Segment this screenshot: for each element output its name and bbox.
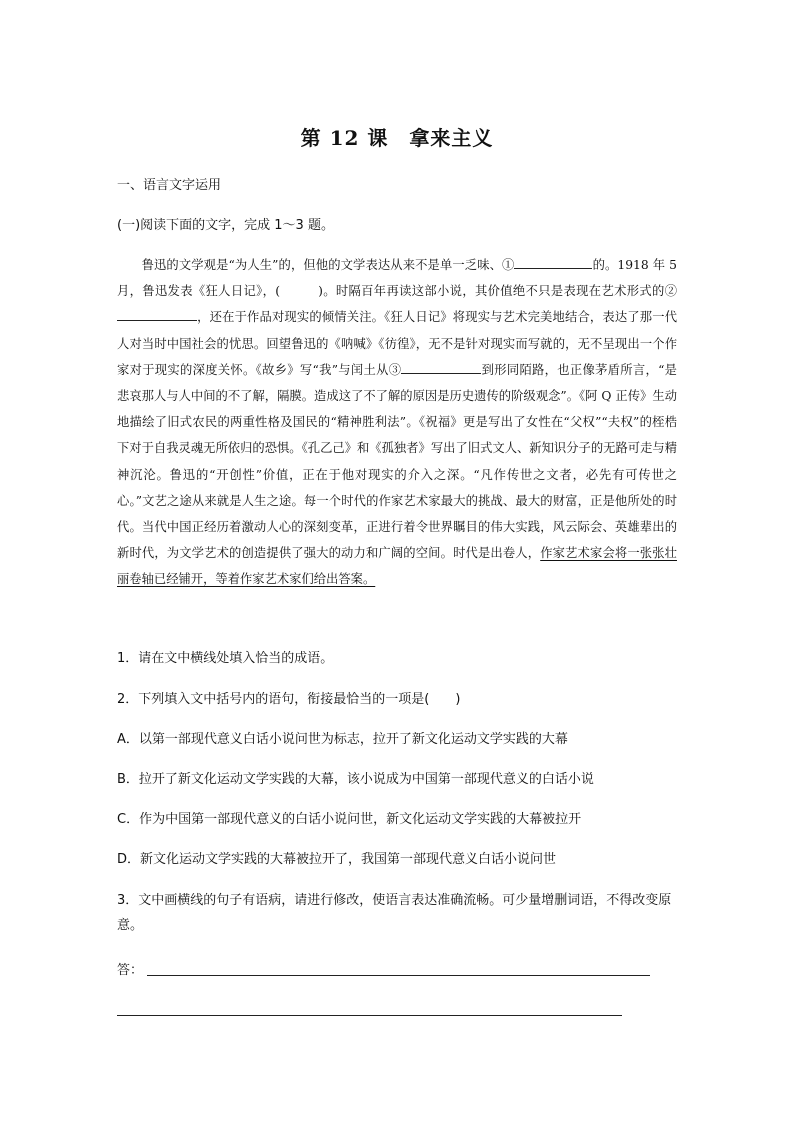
option-d: D．新文化运动文学实践的大幕被拉开了，我国第一部现代意义白话小说问世 xyxy=(117,852,557,867)
fill-blank-2 xyxy=(117,306,197,321)
question-3: 3．文中画横线的句子有语病，请进行修改，使语言表达准确流畅。可少量增删词语，不得改变原意。 xyxy=(117,893,672,933)
reading-passage: 鲁迅的文学观是“为人生”的，但他的文学表达从来不是单一乏味、① 的。1918 年 5 月，鲁迅发表《狂人日记》，( )。时隔百年再读这部小说，其价值绝不只是表现在艺术形式的②，还在于作品对现实的倾情关注。《狂人日记》将现实与艺术完美地结合，表达了那一代人对当时中国社会的忧思。回望鲁迅的《呐喊》《彷徨》，无不是针对现实而写就的，无不呈现出一个作家对于现实的深度关怀。《故乡》写“我”与闰土从③ 到形同陌路，也正像茅盾所言，“是悲哀那人与人中间的不了解，隔膜。造成这了不了解的原因是历史遗传的阶级观念”。《阿 Q 正传》生动地描绘了旧式农民的两重性格及国民的“精神胜利法”。《祝福》更是写出了女性在“父权”“夫权”的桎梏下对于自我灵魂无所依归的恐惧。《孔乙己》和《孤独者》写出了旧式文人、新知识分子的无路可走与精神沉沦。鲁迅的“开创性”价值，正在于他对现实的介入之深。“凡作传世之文者，必先有可传世之心。”文艺之途从来就是人生之途。每一个时代的作家艺术家最大的挑战、最大的财富，正是他所处的时代。当代中国正经历着激动人心的深刻变革，正进行着令世界瞩目的伟大实践，风云际会、英雄辈出的新时代，为文学艺术的创造提供了强大的动力和广阔的空间。时代是出卷人，作家艺术家会将一张张壮丽卷轴已经铺开，等着作家艺术家们给出答案。 xyxy=(117,252,677,593)
blank-marker-1: ① xyxy=(502,258,515,272)
blank-marker-3: ③ xyxy=(388,362,402,377)
blank-marker-2: ② xyxy=(664,284,677,299)
answer-label: 答： xyxy=(117,963,144,978)
section-heading: 一、语言文字运用 xyxy=(117,178,222,193)
fill-blank-3 xyxy=(401,359,481,374)
question-1: 1．请在文中横线处填入恰当的成语。 xyxy=(117,651,334,666)
underlined-sentence: 作家艺术家会将一张张壮丽卷轴已经铺开，等着作家艺术家们给出答案。 xyxy=(117,546,677,587)
option-b: B．拉开了新文化运动文学实践的大幕，该小说成为中国第一部现代意义的白话小说 xyxy=(117,772,594,787)
reading-instruction: (一)阅读下面的文字，完成 1～3 题。 xyxy=(117,218,334,233)
option-c: C．作为中国第一部现代意义的白话小说问世，新文化运动文学实践的大幕被拉开 xyxy=(117,812,582,827)
option-a: A．以第一部现代意义白话小说问世为标志，拉开了新文化运动文学实践的大幕 xyxy=(117,732,568,747)
page-title: 第 12 课 拿来主义 xyxy=(300,126,494,150)
answer-line-2 xyxy=(117,1015,622,1016)
question-2: 2．下列填入文中括号内的语句，衔接最恰当的一项是( ) xyxy=(117,692,461,707)
fill-blank-1 xyxy=(514,254,592,269)
answer-line-1 xyxy=(147,975,650,976)
